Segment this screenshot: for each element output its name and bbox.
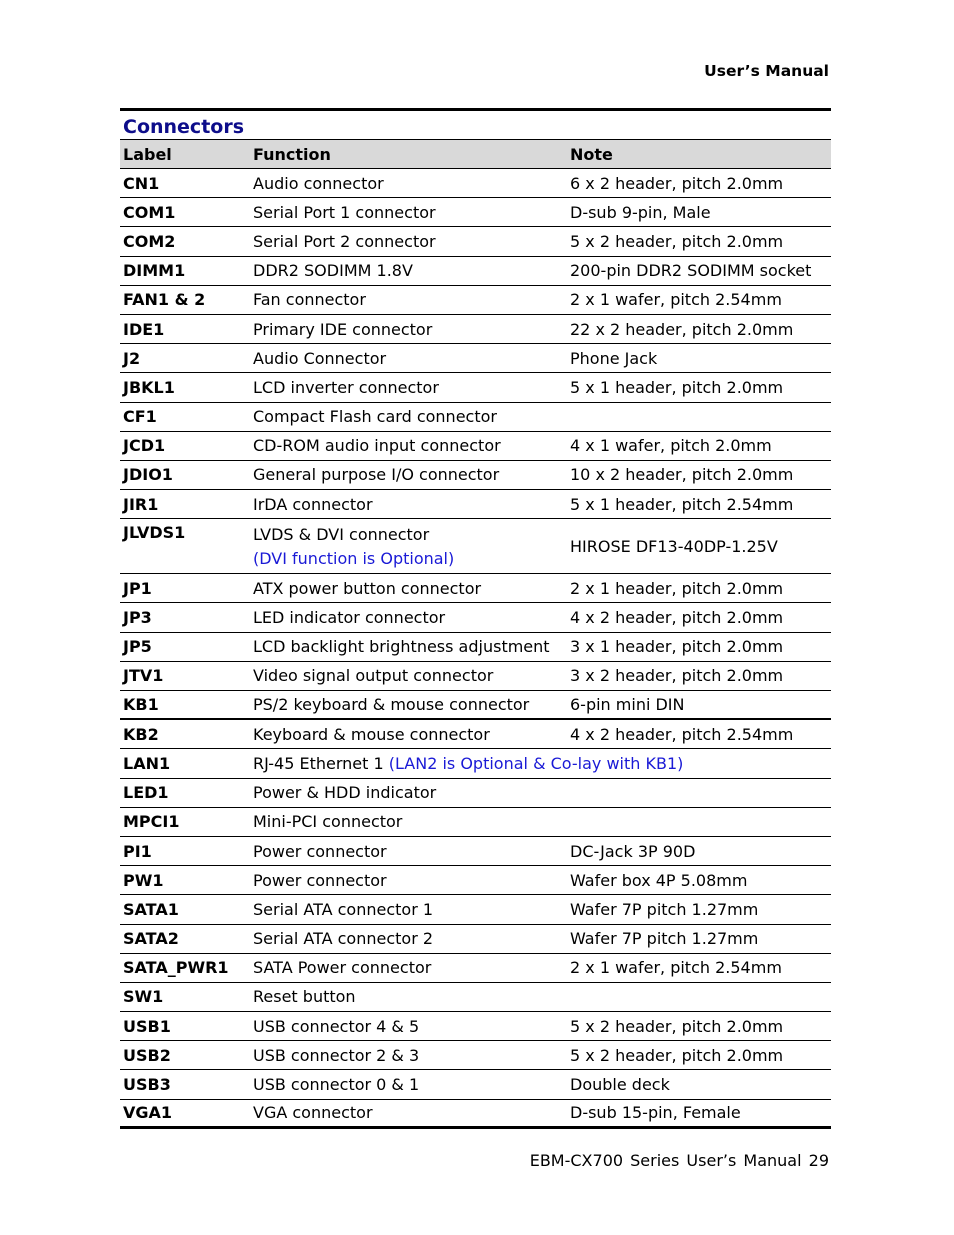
table-row: [120, 895, 831, 924]
row-function: USB connector 0 & 1: [253, 1075, 420, 1095]
row-function: IrDA connector: [253, 494, 373, 514]
row-label: LAN1: [123, 753, 171, 773]
table-row: [120, 603, 831, 632]
row-function: VGA connector: [253, 1103, 373, 1123]
row-function: Video signal output connector: [253, 666, 494, 686]
row-function: USB connector 2 & 3: [253, 1045, 420, 1065]
row-label: FAN1 & 2: [123, 290, 206, 310]
row-function: Serial ATA connector 2: [253, 929, 434, 949]
row-note: Wafer 7P pitch 1.27mm: [570, 929, 759, 949]
row-label: JIR1: [123, 494, 159, 514]
row-note: 4 x 2 header, pitch 2.0mm: [570, 608, 784, 628]
row-label: JTV1: [123, 666, 164, 686]
row-note: 5 x 1 header, pitch 2.0mm: [570, 377, 784, 397]
row-label: JDIO1: [123, 465, 173, 485]
row-label: JP5: [123, 637, 152, 657]
row-label: VGA1: [123, 1103, 173, 1123]
row-function-optional-note: (LAN2 is Optional & Co-lay with KB1): [388, 753, 684, 773]
table-row: [120, 286, 831, 315]
column-header-note: Note: [570, 144, 613, 164]
footer-page-label: EBM-CX700 Series User’s Manual 29: [529, 1151, 829, 1170]
table-row: [120, 925, 831, 954]
row-label: JP1: [123, 578, 152, 598]
row-function-text: LVDS & DVI connector: [253, 524, 430, 544]
row-function: LED indicator connector: [253, 608, 446, 628]
section-title: Connectors: [120, 111, 831, 140]
row-function: [253, 754, 831, 773]
row-function: DDR2 SODIMM 1.8V: [253, 261, 413, 281]
row-label: USB3: [123, 1075, 171, 1095]
row-note: 200-pin DDR2 SODIMM socket: [570, 261, 812, 281]
table-row: [120, 837, 831, 866]
table-row: [120, 198, 831, 227]
row-label: KB1: [123, 695, 159, 715]
row-function: Audio connector: [253, 173, 384, 193]
row-note: 5 x 2 header, pitch 2.0mm: [570, 231, 784, 251]
table-row: [120, 315, 831, 344]
row-label: PI1: [123, 841, 152, 861]
row-note: 4 x 1 wafer, pitch 2.0mm: [570, 436, 772, 456]
table-row: [120, 461, 831, 490]
row-label: DIMM1: [123, 261, 186, 281]
column-header-row: [120, 140, 831, 169]
row-function: SATA Power connector: [253, 958, 432, 978]
row-function: Power connector: [253, 841, 387, 861]
table-row: [120, 808, 831, 837]
row-label: CN1: [123, 173, 160, 193]
row-note: 2 x 1 wafer, pitch 2.54mm: [570, 290, 782, 310]
table-row: [120, 691, 831, 720]
row-function-text: RJ-45 Ethernet 1: [253, 753, 384, 773]
table-row: [120, 1070, 831, 1099]
row-label: USB1: [123, 1016, 171, 1036]
row-label: J2: [123, 348, 141, 368]
table-row: [120, 1100, 831, 1129]
table-row: [120, 720, 831, 749]
row-label: JLVDS1: [123, 523, 186, 543]
table-row: [120, 749, 831, 778]
table-row: [120, 954, 831, 983]
column-header-label: Label: [123, 144, 172, 164]
row-note: 6-pin mini DIN: [570, 695, 685, 715]
row-function: General purpose I/O connector: [253, 465, 500, 485]
row-label: KB2: [123, 724, 159, 744]
row-note: Double deck: [570, 1075, 670, 1095]
row-label: MPCI1: [123, 812, 180, 832]
row-note: 22 x 2 header, pitch 2.0mm: [570, 319, 794, 339]
table-row: [120, 519, 831, 574]
row-function: Compact Flash card connector: [253, 407, 497, 427]
connectors-table: [120, 108, 831, 1129]
row-note: D-sub 15-pin, Female: [570, 1103, 741, 1123]
row-function: USB connector 4 & 5: [253, 1016, 420, 1036]
row-function: Serial Port 1 connector: [253, 202, 436, 222]
table-row: [120, 1041, 831, 1070]
row-function: LCD backlight brightness adjustment: [253, 637, 550, 657]
column-header-function: Function: [253, 144, 331, 164]
row-note: 4 x 2 header, pitch 2.54mm: [570, 724, 794, 744]
table-row: [120, 227, 831, 256]
row-function: ATX power button connector: [253, 578, 482, 598]
row-function: [253, 525, 570, 568]
row-note: 5 x 1 header, pitch 2.54mm: [570, 494, 794, 514]
row-function: Serial ATA connector 1: [253, 899, 434, 919]
header-title: User’s Manual: [704, 62, 829, 80]
row-label: USB2: [123, 1045, 171, 1065]
table-row: [120, 633, 831, 662]
row-label: IDE1: [123, 319, 165, 339]
row-function: PS/2 keyboard & mouse connector: [253, 695, 530, 715]
row-function: Fan connector: [253, 290, 366, 310]
row-label: SW1: [123, 987, 164, 1007]
row-note: D-sub 9-pin, Male: [570, 202, 711, 222]
row-function: Keyboard & mouse connector: [253, 724, 490, 744]
row-label: CF1: [123, 407, 157, 427]
row-note: Phone Jack: [570, 348, 658, 368]
row-note: DC-Jack 3P 90D: [570, 841, 696, 861]
table-row: [120, 257, 831, 286]
row-note: 2 x 1 header, pitch 2.0mm: [570, 578, 784, 598]
row-label: SATA1: [123, 899, 179, 919]
row-function: Power connector: [253, 870, 387, 890]
row-note: 3 x 1 header, pitch 2.0mm: [570, 637, 784, 657]
row-label: COM1: [123, 202, 176, 222]
table-row: [120, 490, 831, 519]
row-label: COM2: [123, 231, 176, 251]
row-label: PW1: [123, 870, 164, 890]
row-function: Serial Port 2 connector: [253, 231, 436, 251]
row-label: JCD1: [123, 436, 166, 456]
row-note: 5 x 2 header, pitch 2.0mm: [570, 1045, 784, 1065]
table-row: [120, 1012, 831, 1041]
row-function-optional-note: (DVI function is Optional): [253, 548, 455, 568]
table-row: [120, 574, 831, 603]
table-row: [120, 662, 831, 691]
row-label: SATA_PWR1: [123, 958, 229, 978]
row-label: JBKL1: [123, 377, 175, 397]
table-row: [120, 344, 831, 373]
row-note: HIROSE DF13-40DP-1.25V: [570, 536, 778, 556]
row-function: CD-ROM audio input connector: [253, 436, 501, 456]
table-row: [120, 432, 831, 461]
table-row: [120, 779, 831, 808]
row-note: 10 x 2 header, pitch 2.0mm: [570, 465, 794, 485]
row-function: Audio Connector: [253, 348, 387, 368]
row-note: 5 x 2 header, pitch 2.0mm: [570, 1016, 784, 1036]
row-label: SATA2: [123, 929, 179, 949]
row-note: 3 x 2 header, pitch 2.0mm: [570, 666, 784, 686]
row-function: LCD inverter connector: [253, 377, 439, 397]
row-note: 2 x 1 wafer, pitch 2.54mm: [570, 958, 782, 978]
row-label: LED1: [123, 783, 169, 803]
row-note: Wafer box 4P 5.08mm: [570, 870, 748, 890]
row-note: 6 x 2 header, pitch 2.0mm: [570, 173, 784, 193]
row-function: Reset button: [253, 987, 356, 1007]
table-row: [120, 169, 831, 198]
row-function: Primary IDE connector: [253, 319, 433, 339]
table-row: [120, 983, 831, 1012]
table-row: [120, 866, 831, 895]
table-row: [120, 373, 831, 402]
row-function: Power & HDD indicator: [253, 783, 437, 803]
table-row: [120, 403, 831, 432]
row-function: Mini-PCI connector: [253, 812, 403, 832]
row-note: Wafer 7P pitch 1.27mm: [570, 899, 759, 919]
row-label: JP3: [123, 608, 152, 628]
